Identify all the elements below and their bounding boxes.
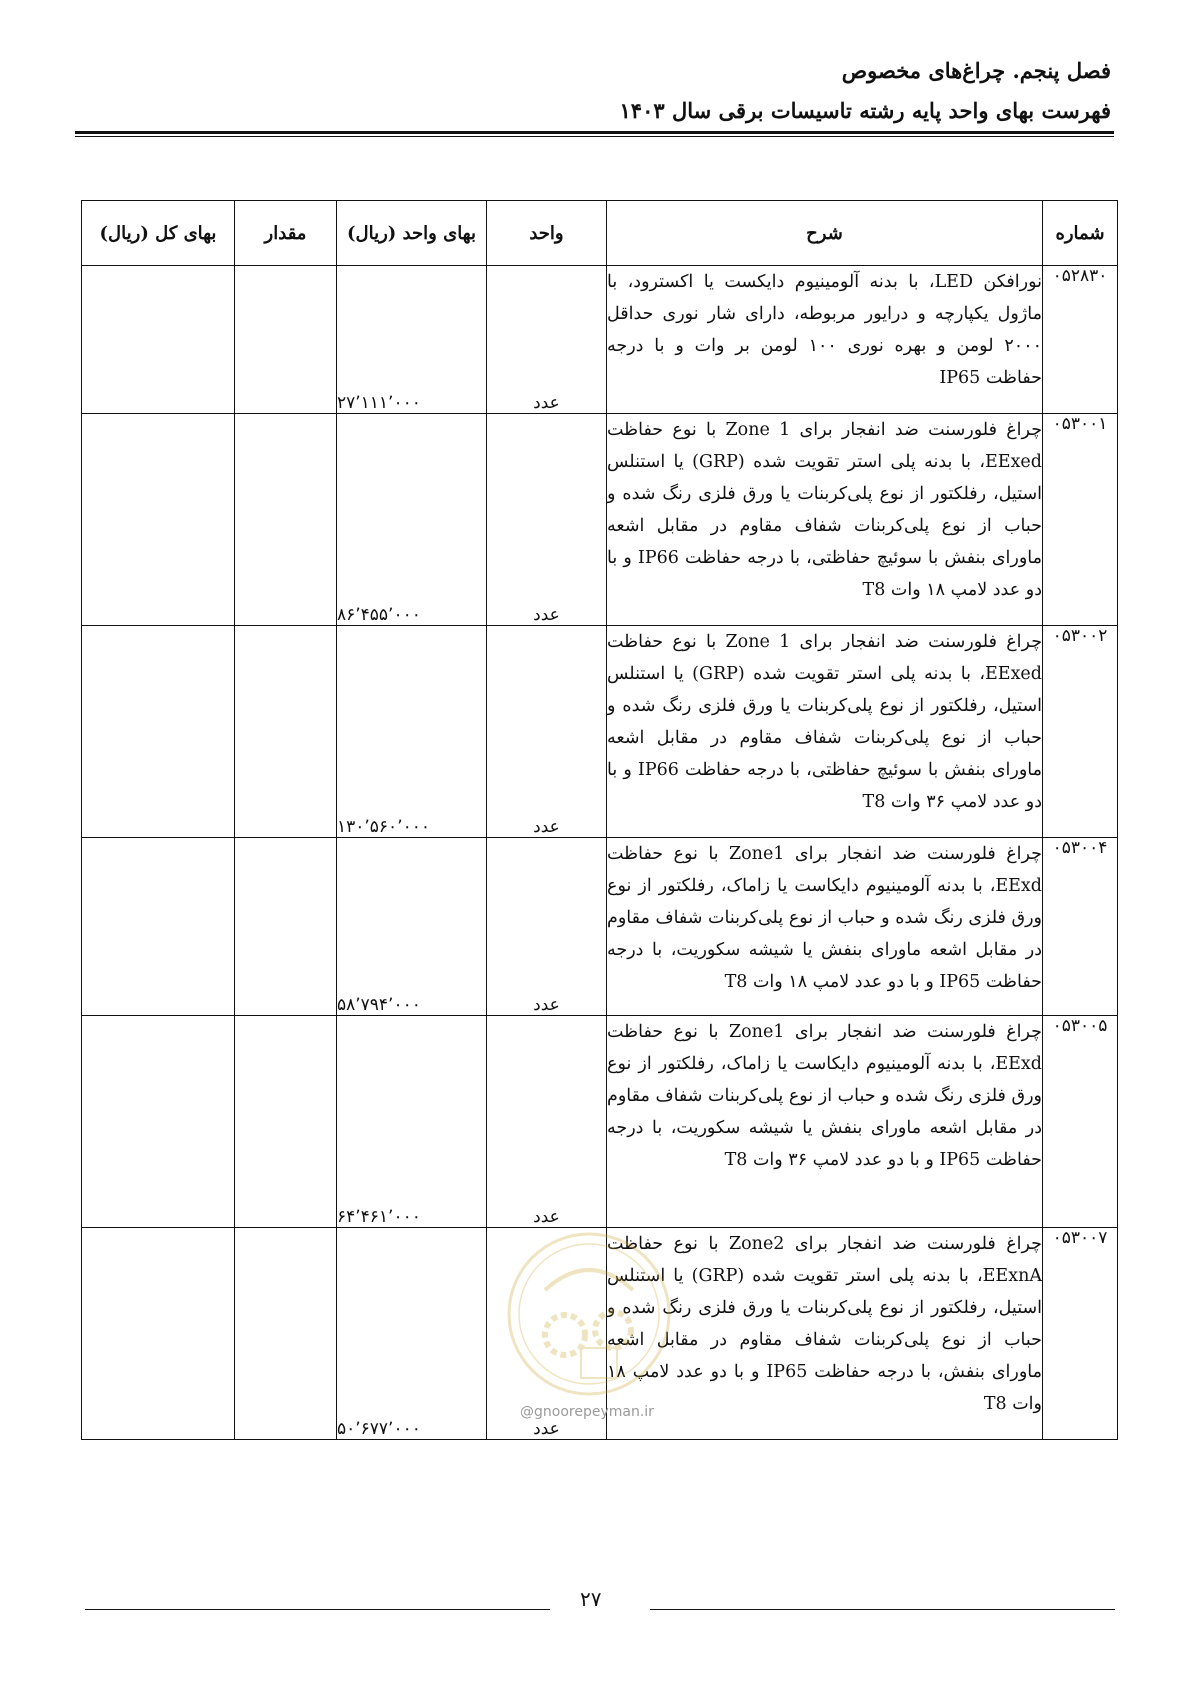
col-header-code: شماره: [1043, 201, 1118, 266]
item-unit: عدد: [487, 1228, 607, 1440]
item-unit: عدد: [487, 626, 607, 838]
item-quantity: [235, 1016, 337, 1228]
item-total-price: [82, 414, 235, 626]
item-unit-price: ۵۰٬۶۷۷٬۰۰۰: [337, 1228, 487, 1440]
item-unit-price: ۵۸٬۷۹۴٬۰۰۰: [337, 838, 487, 1016]
item-total-price: [82, 1016, 235, 1228]
table-row: [82, 414, 1118, 626]
header-rule-thin: [75, 136, 1114, 137]
table-row: [82, 1016, 1118, 1228]
item-quantity: [235, 838, 337, 1016]
item-code: ۰۵۳۰۰۱: [1043, 414, 1118, 626]
col-header-unit: واحد: [487, 201, 607, 266]
item-description: چراغ فلورسنت ضد انفجار برای Zone2 با نوع حفاظت EExnA، با بدنه پلی استر تقویت شده (GRP) یا استنلس استیل، رفلکتور از نوع پلی‌کربنات یا ورق فلزی رنگ شده و حباب از نوع پلی‌کربنات شفاف مقاوم در مقابل اشعه ماورای بنفش، با درجه حفاظت IP65 و با دو عدد لامپ ۱۸ وات T8: [607, 1228, 1043, 1440]
item-code: ۰۵۳۰۰۵: [1043, 1016, 1118, 1228]
chapter-title: فصل پنجم. چراغ‌های مخصوص: [841, 58, 1111, 83]
item-code: ۰۵۳۰۰۷: [1043, 1228, 1118, 1440]
item-unit-price: ۲۷٬۱۱۱٬۰۰۰: [337, 266, 487, 414]
col-header-total-price: بهای کل (ریال): [82, 201, 235, 266]
item-total-price: [82, 266, 235, 414]
item-unit: عدد: [487, 266, 607, 414]
item-quantity: [235, 414, 337, 626]
item-code: ۰۵۲۸۳۰: [1043, 266, 1118, 414]
col-header-unit-price: بهای واحد (ریال): [337, 201, 487, 266]
item-total-price: [82, 838, 235, 1016]
table-row: [82, 838, 1118, 1016]
item-description: چراغ فلورسنت ضد انفجار برای Zone1 با نوع حفاظت EExd، با بدنه آلومینیوم دایکاست یا زاماک، رفلکتور از نوع ورق فلزی رنگ شده و حباب از نوع پلی‌کربنات شفاف مقاوم در مقابل اشعه ماورای بنفش یا شیشه سکوریت، با درجه حفاظت IP65 و با دو عدد لامپ ۳۶ وات T8: [607, 1016, 1043, 1228]
item-total-price: [82, 1228, 235, 1440]
item-total-price: [82, 626, 235, 838]
item-code: ۰۵۳۰۰۲: [1043, 626, 1118, 838]
item-description: نورافکن LED، با بدنه آلومینیوم دایکست یا اکسترود، با ماژول یکپارچه و درایور مربوطه، دارای شار نوری حداقل ۲۰۰۰ لومن و بهره نوری ۱۰۰ لومن بر وات و با درجه حفاظت IP65: [607, 266, 1043, 414]
price-list-table: [81, 200, 1118, 1440]
item-unit-price: ۶۴٬۴۶۱٬۰۰۰: [337, 1016, 487, 1228]
item-description: چراغ فلورسنت ضد انفجار برای Zone1 با نوع حفاظت EExd، با بدنه آلومینیوم دایکاست یا زاماک، رفلکتور از نوع ورق فلزی رنگ شده و حباب از نوع پلی‌کربنات شفاف مقاوم در مقابل اشعه ماورای بنفش یا شیشه سکوریت، با درجه حفاظت IP65 و با دو عدد لامپ ۱۸ وات T8: [607, 838, 1043, 1016]
item-unit: عدد: [487, 838, 607, 1016]
item-description: چراغ فلورسنت ضد انفجار برای Zone 1 با نوع حفاظت EExed، با بدنه پلی استر تقویت شده (GRP) یا استنلس استیل، رفلکتور از نوع پلی‌کربنات یا ورق فلزی رنگ شده و حباب از نوع پلی‌کربنات شفاف مقاوم در مقابل اشعه ماورای بنفش با سوئیچ حفاظتی، با درجه حفاظت IP66 و با دو عدد لامپ ۱۸ وات T8: [607, 414, 1043, 626]
footer-rule-left: [85, 1609, 550, 1610]
page-number: ۲۷: [580, 1587, 602, 1611]
item-quantity: [235, 1228, 337, 1440]
item-unit: عدد: [487, 1016, 607, 1228]
item-quantity: [235, 266, 337, 414]
item-description: چراغ فلورسنت ضد انفجار برای Zone 1 با نوع حفاظت EExed، با بدنه پلی استر تقویت شده (GRP) یا استنلس استیل، رفلکتور از نوع پلی‌کربنات یا ورق فلزی رنگ شده و حباب از نوع پلی‌کربنات شفاف مقاوم در مقابل اشعه ماورای بنفش با سوئیچ حفاظتی، با درجه حفاظت IP66 و با دو عدد لامپ ۳۶ وات T8: [607, 626, 1043, 838]
watermark-site: @gnoorepeyman.ir: [520, 1404, 654, 1420]
table-row: [82, 266, 1118, 414]
item-unit: عدد: [487, 414, 607, 626]
table-row: [82, 626, 1118, 838]
item-quantity: [235, 626, 337, 838]
footer-rule-right: [650, 1609, 1115, 1610]
item-code: ۰۵۳۰۰۴: [1043, 838, 1118, 1016]
col-header-quantity: مقدار: [235, 201, 337, 266]
book-title: فهرست بهای واحد پایه رشته تاسیسات برقی سال ۱۴۰۳: [619, 98, 1111, 123]
header-rule-thick: [75, 131, 1114, 134]
col-header-description: شرح: [607, 201, 1043, 266]
item-unit-price: ۱۳۰٬۵۶۰٬۰۰۰: [337, 626, 487, 838]
table-header-row: [82, 201, 1118, 266]
item-unit-price: ۸۶٬۴۵۵٬۰۰۰: [337, 414, 487, 626]
